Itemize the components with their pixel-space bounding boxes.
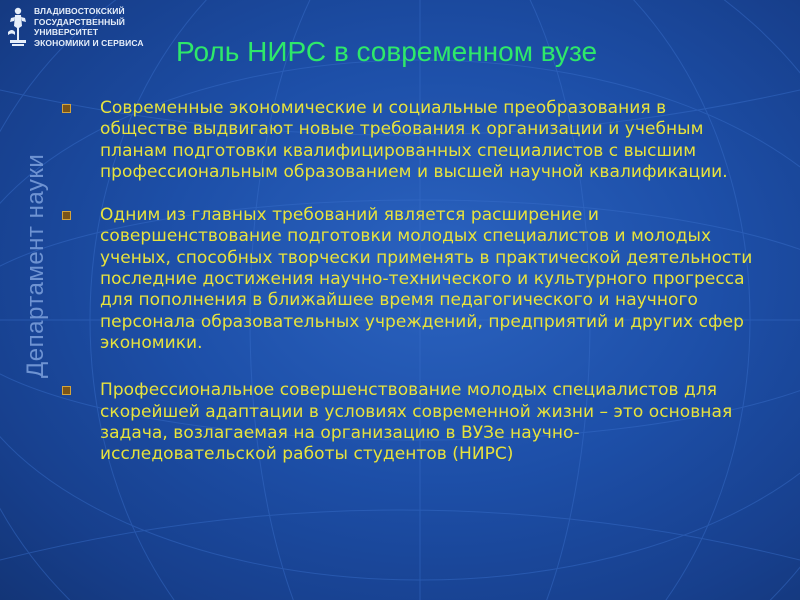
bullet-item <box>56 205 756 354</box>
bullet-item <box>56 380 756 465</box>
bullet-text: Профессиональное совершенствование молодых специалистов для скорейшей адаптации в условиях современной жизни – это основная задача, возлагаемая на организацию в ВУЗе научно-исследовательской работы студентов (НИРС) <box>100 380 733 465</box>
logo-text-line: ГОСУДАРСТВЕННЫЙ <box>34 16 125 27</box>
bullet-text: Современные экономические и социальные преобразования в обществе выдвигают новые требования к организации и учебным планам подготовки квалифицированных специалистов с высшим профессиональным образованием и высшей научной квалификации. <box>100 98 728 182</box>
university-emblem-icon <box>6 6 30 52</box>
slide-title: Роль НИРС в современном вузе <box>176 36 598 67</box>
bullet-list <box>56 98 756 487</box>
bullet-item <box>56 98 756 183</box>
university-logo <box>6 6 144 52</box>
logo-text-line: ЭКОНОМИКИ И СЕРВИСА <box>34 37 144 48</box>
logo-text-line: УНИВЕРСИТЕТ <box>34 27 99 37</box>
logo-text-line: ВЛАДИВОСТОКСКИЙ <box>34 6 125 16</box>
department-label: Департамент науки <box>22 153 49 378</box>
square-bullet-icon <box>62 211 71 220</box>
square-bullet-icon <box>62 104 71 113</box>
square-bullet-icon <box>62 386 71 395</box>
bullet-text: Одним из главных требований является расширение и совершенствование подготовки молодых специалистов и молодых ученых, способных творчески применять в практической деятельности последние достижения научно-технического и культурного прогресса для пополнения в ближайшее время педагогического и научного персонала образовательных учреждений, предприятий и других сфер экономики. <box>100 205 753 353</box>
